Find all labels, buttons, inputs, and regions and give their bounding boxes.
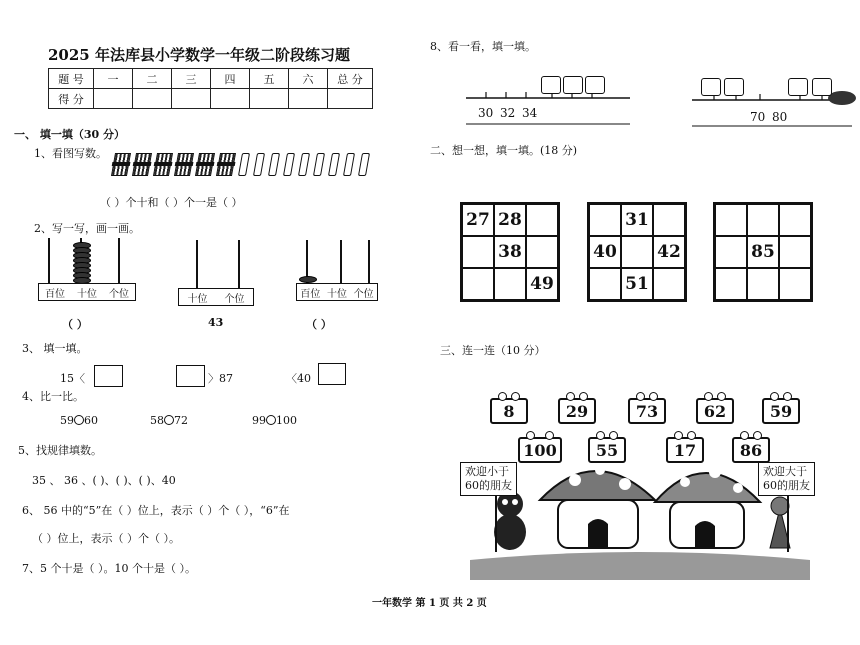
abacus3-base-ones: 个位 — [353, 288, 374, 300]
single-stick — [298, 153, 310, 176]
grid-cell[interactable] — [715, 236, 747, 268]
number-card[interactable]: 86 — [732, 437, 770, 463]
stick-bundle — [216, 153, 236, 176]
grid-cell: 38 — [494, 236, 526, 268]
grid-cell[interactable] — [526, 204, 558, 236]
grid-cell: 42 — [653, 236, 685, 268]
stick-bundle — [153, 153, 173, 176]
q5-sequence[interactable]: 35 、 36 、( )、( )、( )、40 — [32, 474, 176, 487]
score-header-cell: 一 — [94, 69, 133, 89]
grid-cell: 28 — [494, 204, 526, 236]
q4-compare-3: 99 100 — [252, 414, 297, 427]
abacus2-answer: 43 — [208, 316, 224, 329]
abacus3-answer[interactable]: （ ） — [306, 318, 332, 331]
sign-less-than-60: 欢迎小于 60的朋友 — [460, 462, 517, 496]
grid-cell[interactable] — [462, 236, 494, 268]
score-table-score-row — [49, 89, 373, 109]
abacus1-base-ones: 个位 — [109, 288, 129, 300]
q3-label: 3、 填一填。 — [22, 342, 88, 355]
score-cell[interactable] — [328, 89, 373, 109]
single-stick — [328, 153, 340, 176]
grid-cell[interactable] — [715, 204, 747, 236]
number-grid-1 — [460, 202, 560, 302]
nl1-label-30: 30 — [478, 106, 494, 120]
number-card[interactable]: 55 — [588, 437, 626, 463]
blank-box[interactable] — [541, 76, 561, 94]
score-cell[interactable] — [250, 89, 289, 109]
stick-bundle — [174, 153, 194, 176]
nl2-label-80: 80 — [772, 110, 788, 124]
single-stick — [313, 153, 325, 176]
page-footer: 一年数学 第 1 页 共 2 页 — [372, 598, 487, 609]
score-cell[interactable] — [211, 89, 250, 109]
blank-box[interactable] — [701, 78, 721, 96]
score-header-cell: 总 分 — [328, 69, 373, 89]
q3-blank-1[interactable] — [94, 365, 123, 387]
score-cell[interactable] — [289, 89, 328, 109]
q3-blank-3[interactable] — [318, 363, 346, 385]
blank-box[interactable] — [788, 78, 808, 96]
abacus2-base-tens: 十位 — [187, 293, 208, 305]
single-stick — [253, 153, 265, 176]
score-cell[interactable] — [172, 89, 211, 109]
single-stick — [268, 153, 280, 176]
grid-cell[interactable] — [621, 236, 653, 268]
grid-cell: 51 — [621, 268, 653, 300]
number-grid-2 — [587, 202, 687, 302]
score-header-cell: 二 — [133, 69, 172, 89]
q2-label: 2、写一写，画一画。 — [34, 222, 140, 235]
compare-circle[interactable] — [266, 415, 276, 425]
grid-cell[interactable] — [526, 236, 558, 268]
q4-compare-1: 59 60 — [60, 414, 98, 427]
grid-cell[interactable] — [779, 204, 811, 236]
grid-cell[interactable] — [462, 268, 494, 300]
abacus1-base-hundreds: 百位 — [45, 288, 65, 300]
grid-cell[interactable] — [653, 268, 685, 300]
score-row-label: 得 分 — [49, 89, 94, 109]
q6-line-1[interactable]: 6、 56 中的“5”在（ ）位上，表示（ ）个（ ），“6”在 — [22, 504, 290, 517]
compare-circle[interactable] — [74, 415, 84, 425]
number-card[interactable]: 8 — [490, 398, 528, 424]
number-card[interactable]: 100 — [518, 437, 562, 463]
q3-item-2-text: 〉87 — [208, 372, 233, 385]
abacus3-base-tens: 十位 — [326, 288, 347, 300]
grid-cell[interactable] — [779, 236, 811, 268]
grid-cell[interactable] — [653, 204, 685, 236]
q7-line[interactable]: 7、5 个十是（ ）。10 个十是（ ）。 — [22, 562, 196, 575]
q8-label: 8、看一看，填一填。 — [430, 40, 536, 53]
number-card[interactable]: 62 — [696, 398, 734, 424]
single-stick — [358, 153, 370, 176]
abacus2-base-ones: 个位 — [224, 293, 245, 305]
q4-label: 4、比一比。 — [22, 390, 84, 403]
nl1-label-32: 32 — [500, 106, 516, 120]
number-card[interactable]: 73 — [628, 398, 666, 424]
grid-cell[interactable] — [747, 268, 779, 300]
score-cell[interactable] — [133, 89, 172, 109]
exam-title: 2025 年法库县小学数学一年级二阶段练习题 — [48, 46, 350, 64]
q3-item-3-text: 〈40 — [286, 372, 311, 385]
q5-label: 5、找规律填数。 — [18, 444, 102, 457]
score-table — [48, 68, 373, 109]
grid-cell[interactable] — [589, 268, 621, 300]
score-header-cell: 六 — [289, 69, 328, 89]
stick-bundle — [111, 153, 131, 176]
number-card[interactable]: 17 — [666, 437, 704, 463]
q3-blank-2[interactable] — [176, 365, 205, 387]
score-header-cell: 三 — [172, 69, 211, 89]
grid-cell: 27 — [462, 204, 494, 236]
grid-cell[interactable] — [747, 204, 779, 236]
single-stick — [283, 153, 295, 176]
score-header-cell: 题 号 — [49, 69, 94, 89]
number-card[interactable]: 59 — [762, 398, 800, 424]
abacus3-base-hundreds: 百位 — [300, 288, 321, 300]
blank-box[interactable] — [563, 76, 583, 94]
number-card[interactable]: 29 — [558, 398, 596, 424]
q3-item-1-text: 15〈 — [60, 372, 85, 385]
section2-heading: 二、想一想，填一填。(18 分) — [430, 144, 578, 157]
grid-cell: 31 — [621, 204, 653, 236]
score-cell[interactable] — [94, 89, 133, 109]
grid-cell[interactable] — [715, 268, 747, 300]
nl1-label-34: 34 — [522, 106, 538, 120]
q6-line-2[interactable]: （ ）位上，表示（ ）个（ ）。 — [32, 532, 180, 545]
blank-box[interactable] — [724, 78, 744, 96]
abacus1-answer[interactable]: （ ） — [62, 318, 88, 331]
grid-cell: 85 — [747, 236, 779, 268]
sign-greater-than-60: 欢迎大于 60的朋友 — [758, 462, 815, 496]
grid-cell[interactable] — [589, 204, 621, 236]
abacus1-base-tens: 十位 — [77, 288, 97, 300]
stick-bundle — [132, 153, 152, 176]
score-table-header-row — [49, 69, 373, 89]
grid-cell: 40 — [589, 236, 621, 268]
score-header-cell: 四 — [211, 69, 250, 89]
single-stick — [238, 153, 250, 176]
number-grid-3 — [713, 202, 813, 302]
nl2-label-70: 70 — [750, 110, 766, 124]
single-stick — [343, 153, 355, 176]
compare-circle[interactable] — [164, 415, 174, 425]
blank-box[interactable] — [585, 76, 605, 94]
section3-heading: 三、连一连（10 分） — [440, 344, 546, 357]
stick-bundle — [195, 153, 215, 176]
grid-cell[interactable] — [779, 268, 811, 300]
score-header-cell: 五 — [250, 69, 289, 89]
grid-cell: 49 — [526, 268, 558, 300]
grid-cell[interactable] — [494, 268, 526, 300]
q1-answer-line[interactable]: （ ）个十和（ ）个一是（ ） — [100, 196, 243, 209]
section1-heading: 一、 填一填（30 分） — [14, 128, 125, 141]
q4-compare-2: 58 72 — [150, 414, 188, 427]
q1-label: 1、看图写数。 — [34, 147, 107, 160]
blank-box[interactable] — [812, 78, 832, 96]
